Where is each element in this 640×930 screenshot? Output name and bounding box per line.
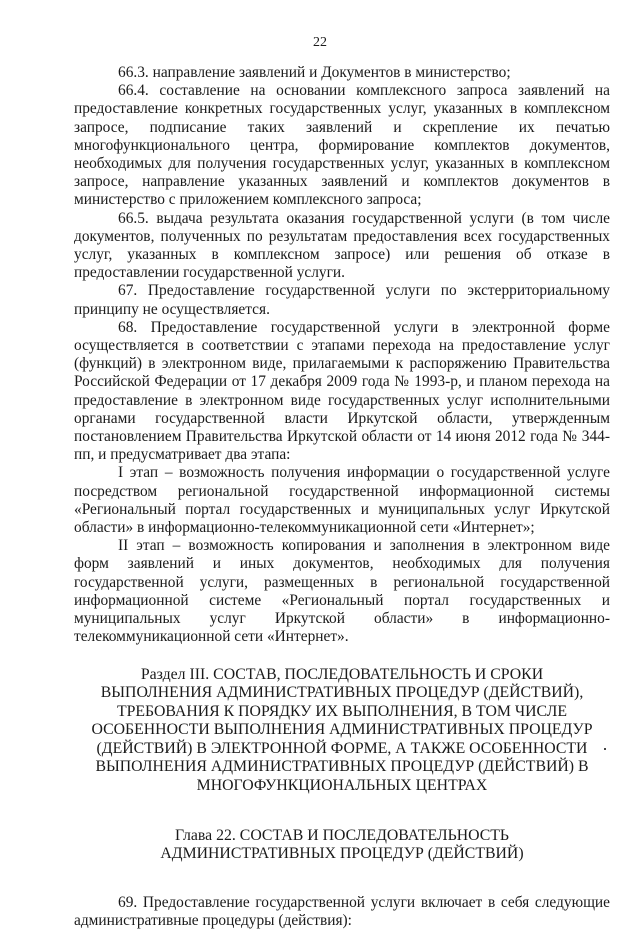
paragraph-stage-2: II этап – возможность копирования и заполнения в электронном виде форм заявлений и иных документов, необходимых для получения государственной услуги, размещенных в региональной государственной информационной системе «Региональный портал государственных и муниципальных услуг Иркутской области» в информационно-телекоммуникационной сети «Интернет». (74, 537, 610, 646)
section-heading-line: ВЫПОЛНЕНИЯ АДМИНИСТРАТИВНЫХ ПРОЦЕДУР (ДЕЙСТВИЙ), (100, 684, 584, 702)
paragraph-66-4: 66.4. составление на основании комплексного запроса заявлений на предоставление конкретных государственных услуг, указанных в комплексном запросе, подписание таких заявлений и скрепление их печатью многофункционального центра, формирование комплектов документов, необходимых для получения государственных услуг, указанных в комплексном запросе, направление указанных заявлений и комплектов документов в министерство с приложением комплексного запроса; (74, 82, 610, 209)
paragraph-66-5: 66.5. выдача результата оказания государственной услуги (в том числе документов, полученных по результатам предоставления всех государственных услуг, указанных в комплексном запросе) или решения об отказе в предоставлении государственной услуги. (74, 209, 610, 282)
section-heading (74, 666, 610, 796)
margin-mark (604, 748, 606, 750)
section-heading-line: МНОГОФУНКЦИОНАЛЬНЫХ ЦЕНТРАХ (196, 777, 488, 795)
chapter-heading-line: Глава 22. СОСТАВ И ПОСЛЕДОВАТЕЛЬНОСТЬ (175, 826, 509, 844)
paragraph-69: 69. Предоставление государственной услуги включает в себя следующие административные процедуры (действия): (74, 893, 610, 930)
paragraph-66-3: 66.3. направление заявлений и Документов в министерство; (118, 64, 511, 81)
section-heading-line: ВЫПОЛНЕНИЯ АДМИНИСТРАТИВНЫХ ПРОЦЕДУР (ДЕЙСТВИЙ) В (95, 758, 589, 776)
section-heading-line: ОСОБЕННОСТИ ВЫПОЛНЕНИЯ АДМИНИСТРАТИВНЫХ ПРОЦЕДУР (91, 721, 593, 739)
paragraph-stage-1: I этап – возможность получения информации о государственной услуге посредством региональной государственной информационной системы «Региональный портал государственных и муниципальных услуг Иркутской области» в информационно-телекоммуникационной сети «Интернет»; (74, 464, 610, 537)
chapter-heading-line: АДМИНИСТРАТИВНЫХ ПРОЦЕДУР (ДЕЙСТВИЙ) (160, 845, 524, 863)
paragraph-68: 68. Предоставление государственной услуги в электронной форме осуществляется в соответствии с этапами перехода на предоставление услуг (функций) в электронном виде, прилагаемыми к распоряжению Правительства Российской Федерации от 17 декабря 2009 года № 1993-р, и планом перехода на предоставление в электронном виде государственных услуг исполнительными органами государственной власти Иркутской области, утвержденным постановлением Правительства Иркутской области от 14 июня 2012 года № 344-пп, и предусматривает два этапа: (74, 318, 610, 464)
paragraph-67: 67. Предоставление государственной услуги по экстерриториальному принципу не осуществляется. (74, 282, 610, 318)
section-heading-line: Раздел III. СОСТАВ, ПОСЛЕДОВАТЕЛЬНОСТЬ И СРОКИ (140, 665, 544, 683)
chapter-heading (74, 827, 610, 864)
section-heading-line: (ДЕЙСТВИЙ) В ЭЛЕКТРОННОЙ ФОРМЕ, А ТАКЖЕ ОСОБЕННОСТИ (96, 739, 588, 757)
document-body (74, 64, 610, 930)
page-number: 22 (313, 35, 327, 50)
section-heading-line: ТРЕБОВАНИЯ К ПОРЯДКУ ИХ ВЫПОЛНЕНИЯ, В ТОМ ЧИСЛЕ (116, 702, 568, 720)
